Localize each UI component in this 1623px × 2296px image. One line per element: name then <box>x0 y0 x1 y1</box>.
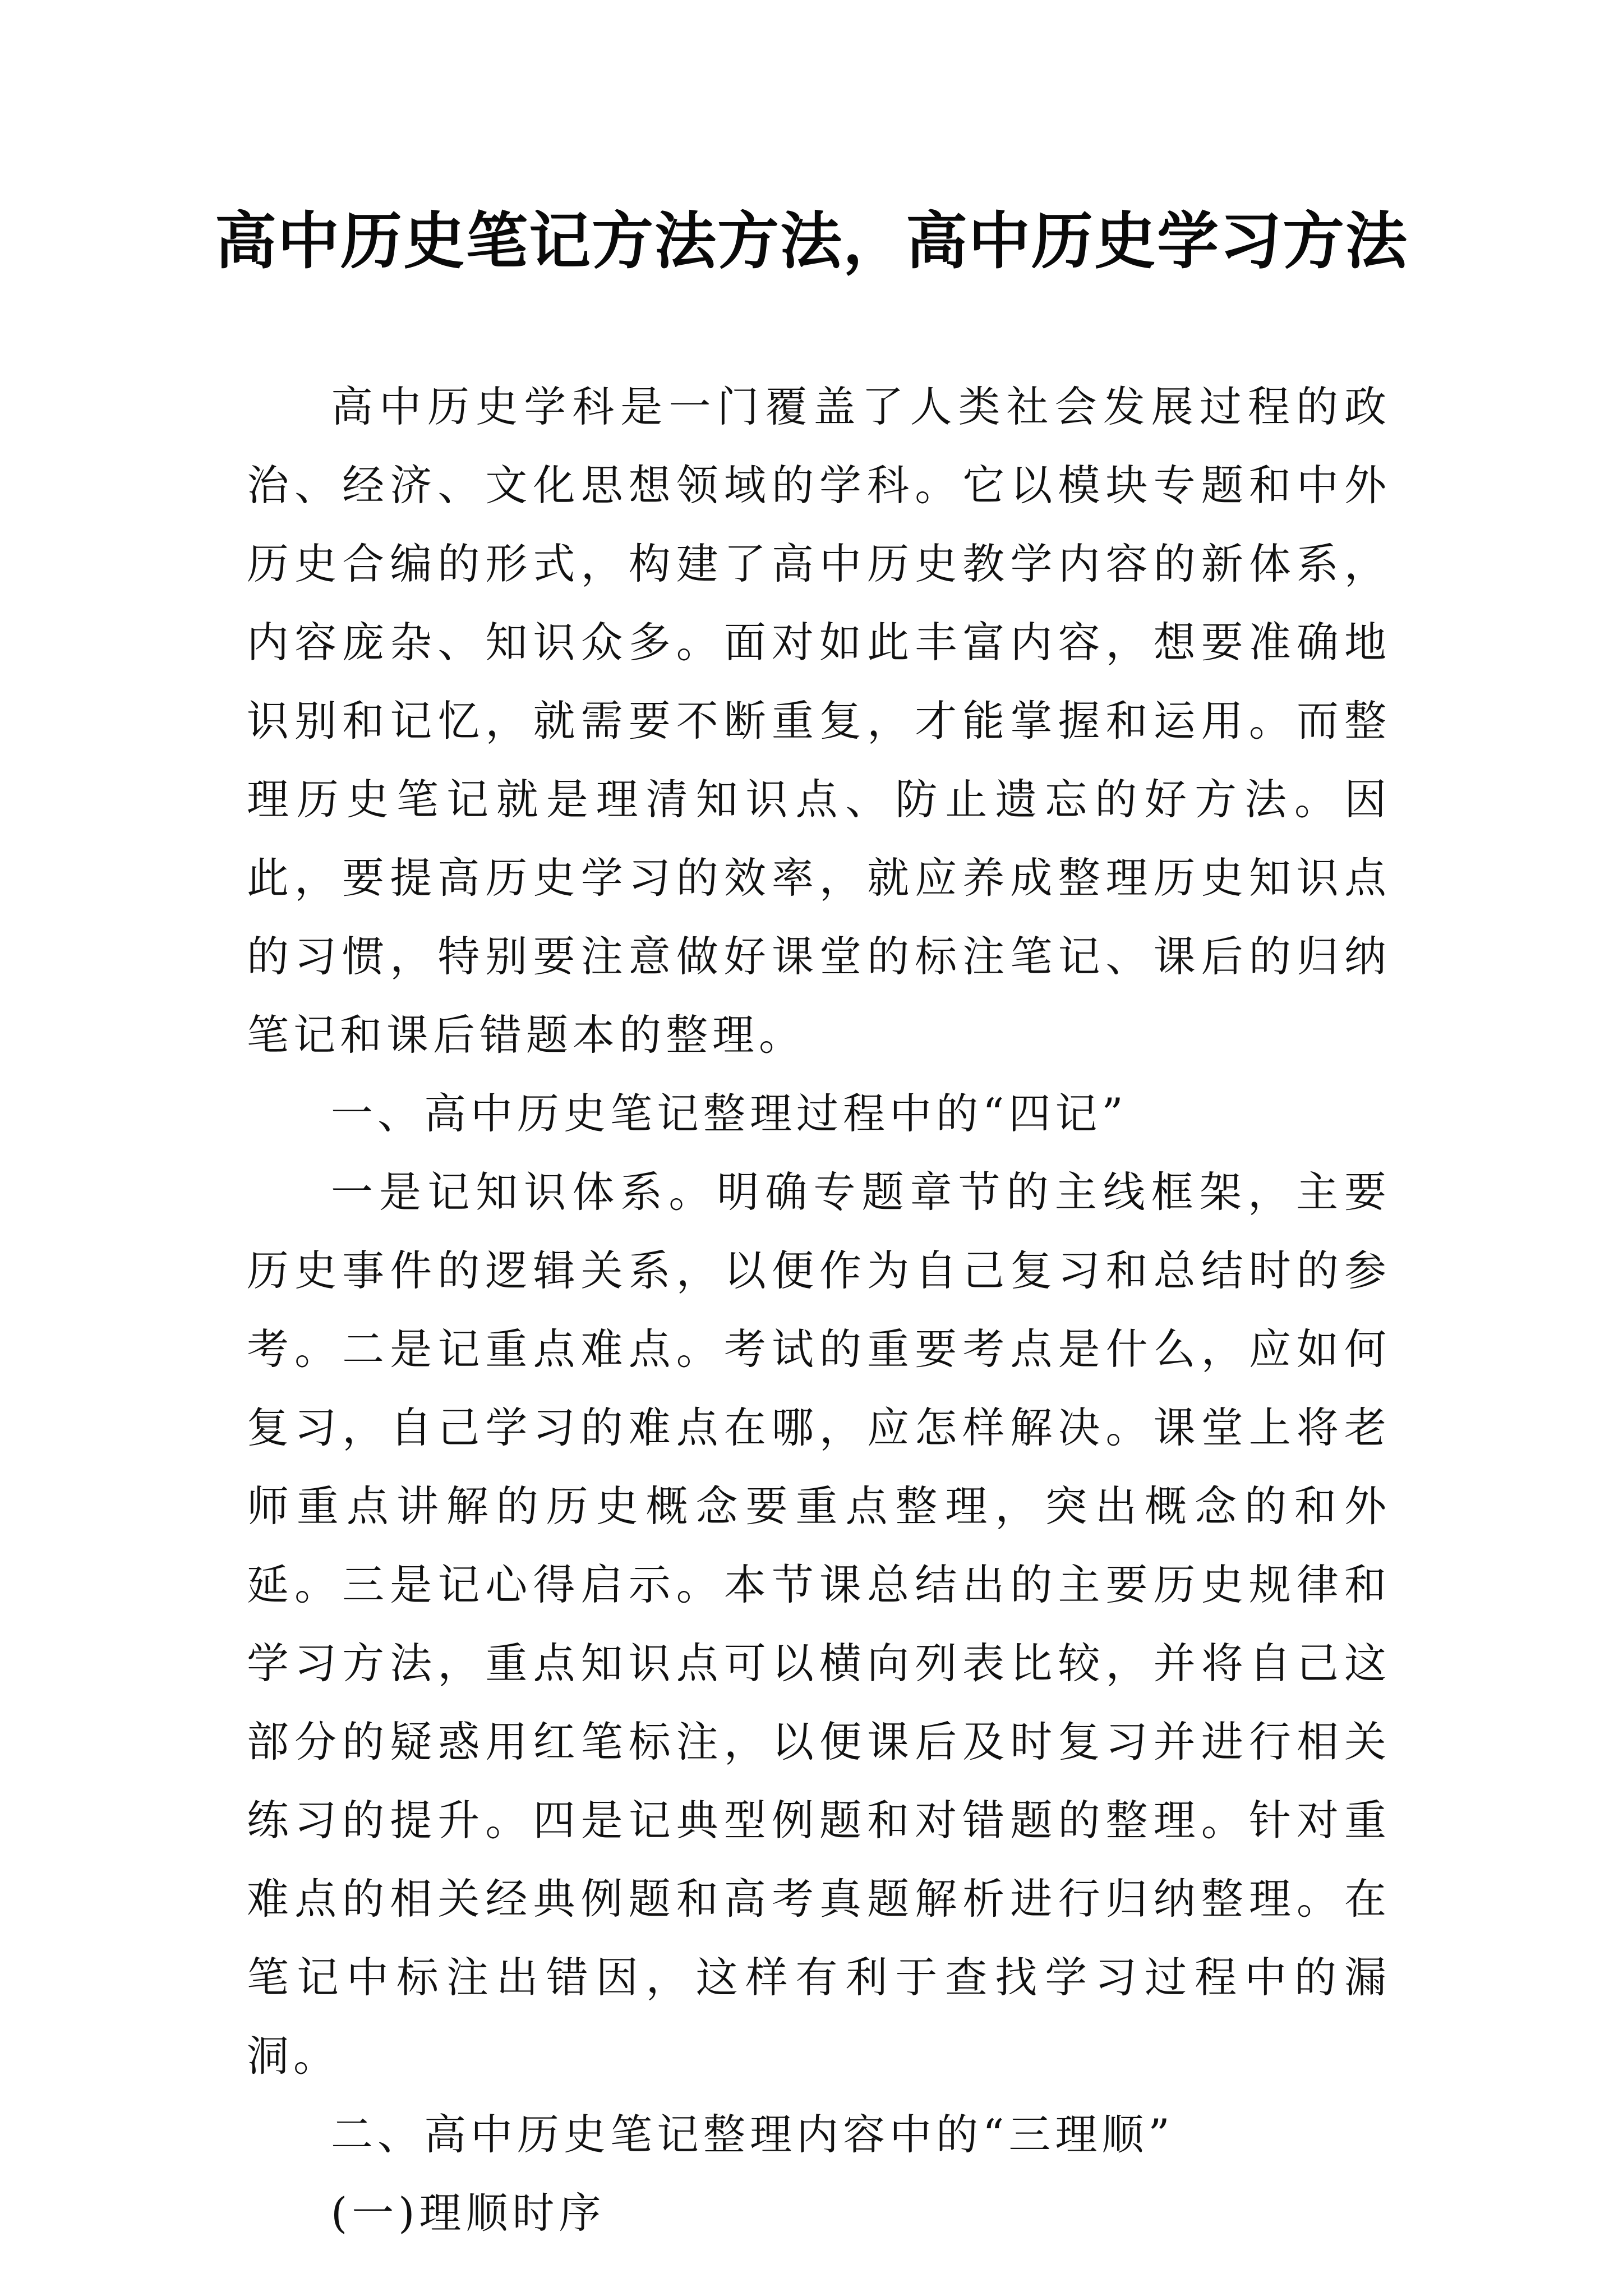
intro-paragraph: 高中历史学科是一门覆盖了人类社会发展过程的政治、经济、文化思想领域的学科。它以模块专题和中外历史合编的形式，构建了高中历史教学内容的新体系，内容庞杂、知识众多。面对如此丰富内容，想要准确地识别和记忆，就需要不断重复，才能掌握和运用。而整理历史笔记就是理清知识点、防止遗忘的好方法。因此，要提高历史学习的效率，就应养成整理历史知识点的习惯，特别要注意做好课堂的标注笔记、课后的归纳笔记和课后错题本的整理。 <box>247 382 1391 1060</box>
section-heading-2: 二、高中历史笔记整理内容中的“三理顺” <box>331 2110 1174 2159</box>
section-heading-1: 一、高中历史笔记整理过程中的“四记” <box>331 1089 1128 1138</box>
subsection-heading-1: (一)理顺时序 <box>331 2188 606 2238</box>
section-1-paragraph: 一是记知识体系。明确专题章节的主线框架，主要历史事件的逻辑关系，以便作为自己复习和总结时的参考。二是记重点难点。考试的重要考点是什么，应如何复习，自己学习的难点在哪，应怎样解决。课堂上将老师重点讲解的历史概念要重点整理，突出概念的和外延。三是记心得启示。本节课总结出的主要历史规律和学习方法，重点知识点可以横向列表比较，并将自己这部分的疑惑用红笔标注，以便课后及时复习并进行相关练习的提升。四是记典型例题和对错题的整理。针对重难点的相关经典例题和高考真题解析进行归纳整理。在笔记中标注出错因，这样有利于查找学习过程中的漏洞。 <box>247 1167 1391 2081</box>
document-title: 高中历史笔记方法方法，高中历史学习方法 <box>215 205 1408 277</box>
document-body <box>247 367 1391 2252</box>
